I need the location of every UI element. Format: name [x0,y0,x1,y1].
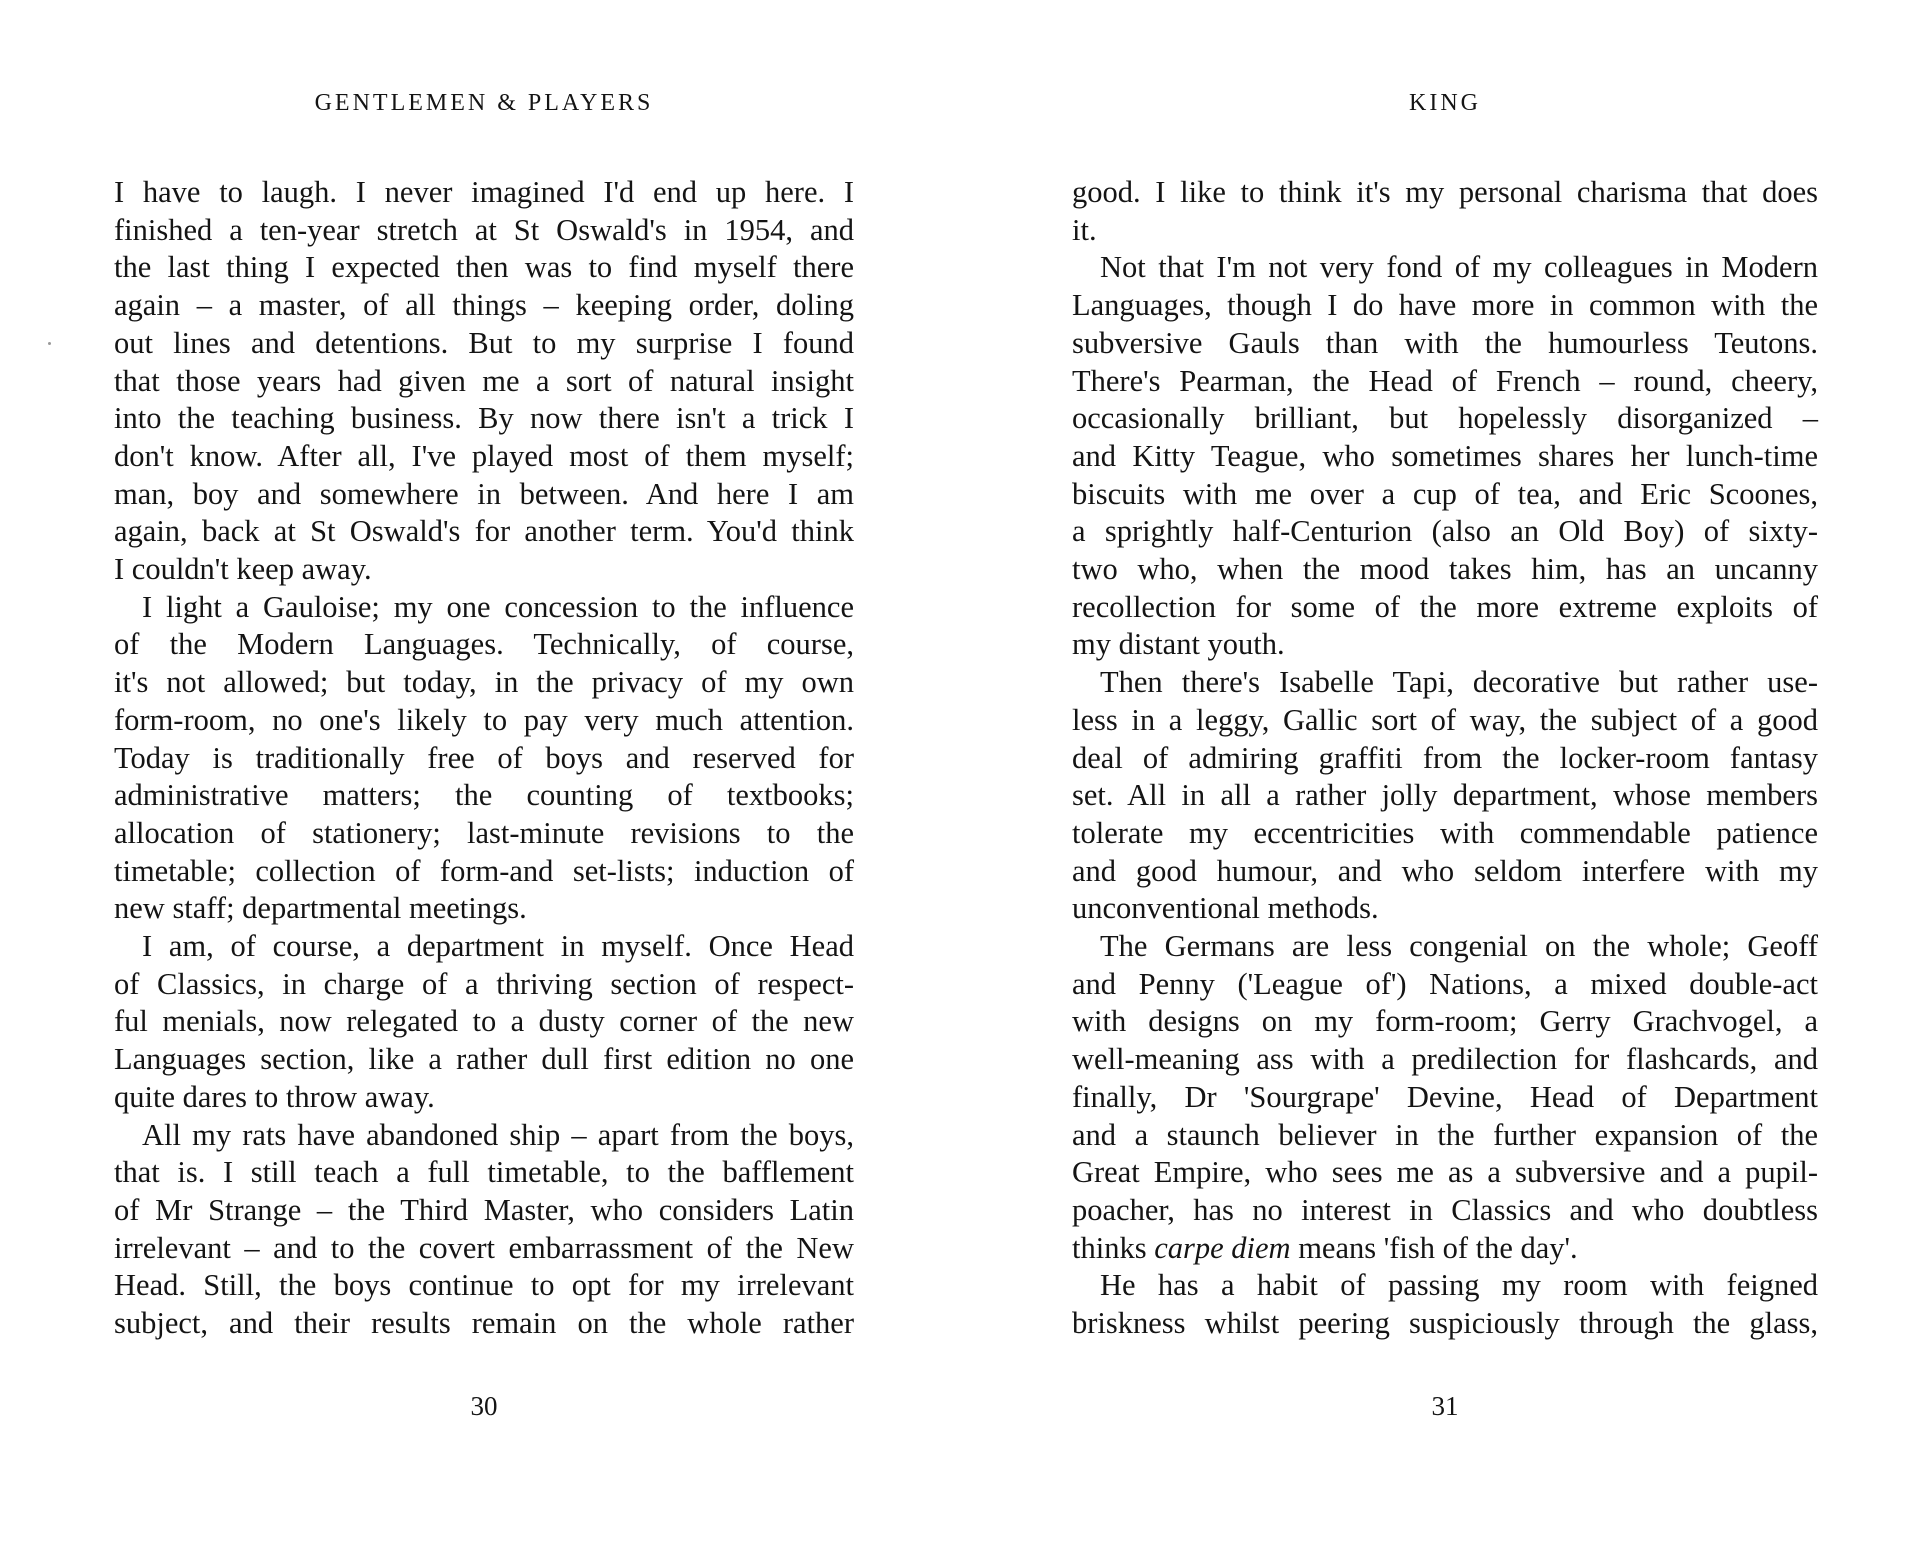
text-line: Then there's Isabelle Tapi, decorative but rather use- [1100,665,1818,700]
text-line: All my rats have abandoned ship – apart from the boys, [142,1117,854,1152]
text-line: less in a leggy, Gallic sort of way, the subject of a good [1072,702,1818,737]
text-line: timetable; collection of form-and set-lists; induction of [114,853,854,888]
text-line: it. [1072,212,1097,247]
text-line: recollection for some of the more extreme exploits of [1072,589,1818,624]
text-line: new staff; departmental meetings. [114,891,527,926]
text-line: of Classics, in charge of a thriving section of respect- [114,966,854,1001]
text-line: I couldn't keep away. [114,552,372,587]
text-line: The Germans are less congenial on the whole; Geoff [1100,929,1818,964]
text-line: it's not allowed; but today, in the privacy of my own [114,665,854,700]
text-line: again – a master, of all things – keeping order, doling [114,288,854,323]
right-page-number: 31 [1431,1391,1459,1421]
text-line: and Penny ('League of') Nations, a mixed double-act [1072,966,1818,1001]
text-line: ful menials, now relegated to a dusty corner of the new [114,1004,854,1039]
text-line: and a staunch believer in the further expansion of the [1072,1117,1818,1152]
text-line: out lines and detentions. But to my surprise I found [114,325,854,360]
text-line: don't know. After all, I've played most of them myself; [114,438,854,473]
text-line: biscuits with me over a cup of tea, and Eric Scoones, [1072,476,1818,511]
left-page [114,0,854,1542]
text-line: briskness whilst peering suspiciously through the glass, [1072,1306,1818,1341]
left-page-number: 30 [470,1391,498,1421]
text-line: the last thing I expected then was to find myself there [114,250,854,285]
left-running-head: GENTLEMEN & PLAYERS [314,90,654,116]
text-line: form-room, no one's likely to pay very much attention. [114,702,854,737]
text-run: thinks [1072,1230,1155,1265]
text-line: I light a Gauloise; my one concession to the influence [142,589,854,624]
left-page-body [114,174,854,1343]
right-running-head: KING [1409,90,1481,116]
text-run: means 'fish of the day'. [1290,1230,1578,1265]
text-line: tolerate my eccentricities with commendable patience [1072,815,1818,850]
text-line: of Mr Strange – the Third Master, who considers Latin [114,1192,854,1227]
text-line: that is. I still teach a full timetable, to the bafflement [114,1155,854,1190]
text-line: Languages, though I do have more in common with the [1072,288,1818,323]
text-line: Not that I'm not very fond of my colleagues in Modern [1100,250,1818,285]
text-line: well-meaning ass with a predilection for flashcards, and [1072,1042,1818,1077]
text-line: subject, and their results remain on the whole rather [114,1306,854,1341]
text-line: Head. Still, the boys continue to opt for my irrelevant [114,1268,854,1303]
text-line: Great Empire, who sees me as a subversive and a pupil- [1072,1155,1818,1190]
text-line: two who, when the mood takes him, has an uncanny [1072,552,1818,587]
text-line: set. All in all a rather jolly department, whose members [1072,778,1818,813]
text-line: Today is traditionally free of boys and reserved for [114,740,854,775]
text-line: of the Modern Languages. Technically, of course, [114,627,854,662]
text-line: I have to laugh. I never imagined I'd end up here. I [114,175,854,209]
text-line: again, back at St Oswald's for another term. You'd think [114,514,854,549]
text-line: irrelevant – and to the covert embarrassment of the New [114,1230,854,1265]
text-line [1072,1230,1818,1268]
text-line: with designs on my form-room; Gerry Grachvogel, a [1072,1004,1818,1039]
italic-phrase: carpe diem [1154,1230,1291,1265]
text-line: poacher, has no interest in Classics and who doubtless [1072,1192,1818,1227]
text-line: and Kitty Teague, who sometimes shares her lunch-time [1072,438,1818,473]
text-line: good. I like to think it's my personal charisma that does [1072,175,1818,209]
text-line: quite dares to throw away. [114,1079,435,1114]
text-line: finally, Dr 'Sourgrape' Devine, Head of Department [1072,1079,1818,1114]
text-line: that those years had given me a sort of natural insight [114,363,854,398]
text-line: I am, of course, a department in myself. Once Head [142,929,854,964]
text-line: administrative matters; the counting of textbooks; [114,778,854,813]
text-line: deal of admiring graffiti from the locker-room fantasy [1072,740,1818,775]
text-line: into the teaching business. By now there isn't a trick I [114,401,854,436]
right-page-body [1072,174,1818,1343]
text-line: There's Pearman, the Head of French – round, cheery, [1072,363,1818,398]
text-line: my distant youth. [1072,627,1285,662]
text-line: occasionally brilliant, but hopelessly disorganized – [1072,401,1818,436]
text-line: subversive Gauls than with the humourless Teutons. [1072,325,1818,360]
text-line: allocation of stationery; last-minute revisions to the [114,815,854,850]
text-line: Languages section, like a rather dull first edition no one [114,1042,854,1077]
text-line: unconventional methods. [1072,891,1379,926]
text-line: He has a habit of passing my room with feigned [1100,1268,1818,1303]
text-line: and good humour, and who seldom interfere with my [1072,853,1818,888]
right-page [1072,0,1818,1542]
scan-speck [48,342,51,345]
text-line: a sprightly half-Centurion (also an Old Boy) of sixty- [1072,514,1818,549]
text-line: finished a ten-year stretch at St Oswald's in 1954, and [114,212,854,247]
text-line: man, boy and somewhere in between. And here I am [114,476,854,511]
